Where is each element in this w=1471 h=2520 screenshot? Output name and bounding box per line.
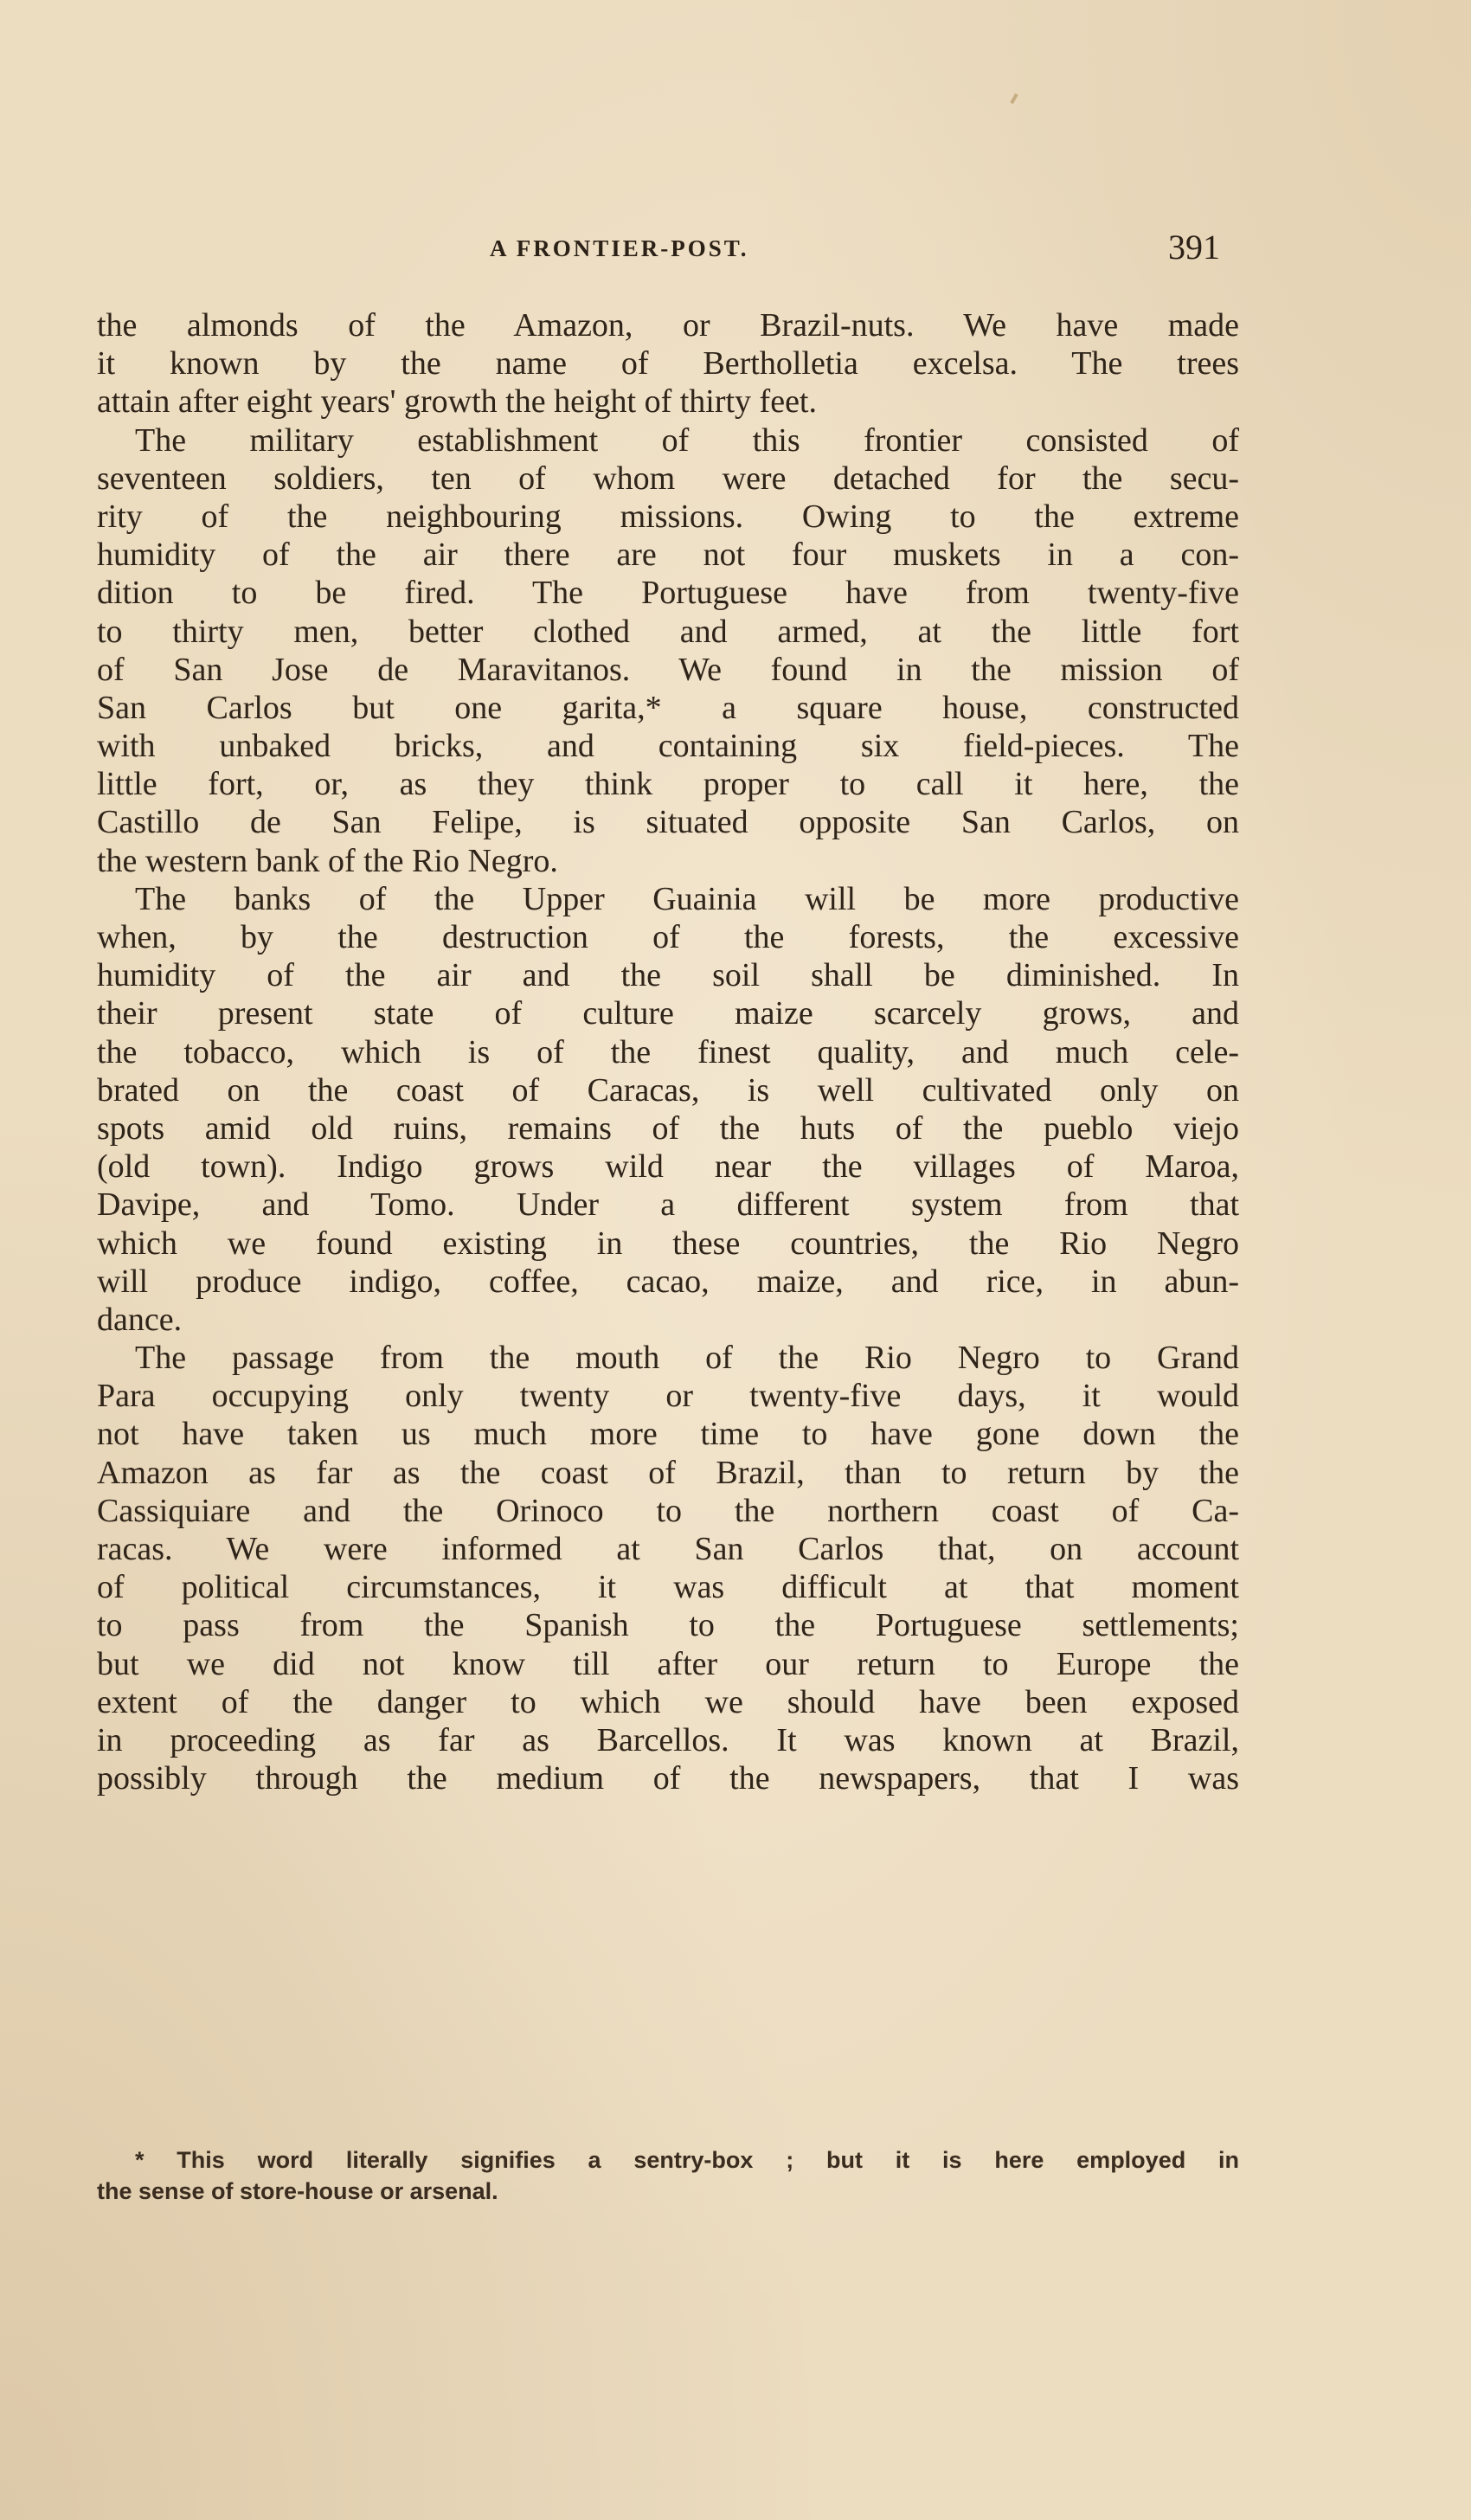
text-line: little fort, or, as they think proper to call it here, the [97, 766, 1239, 803]
text-line: will produce indigo, coffee, cacao, maize, and rice, in abun- [97, 1263, 1239, 1300]
text-line: of San Jose de Maravitanos. We found in the mission of [97, 651, 1239, 688]
text-line: possibly through the medium of the newspapers, that I was [97, 1760, 1239, 1797]
text-line: brated on the coast of Caracas, is well cultivated only on [97, 1071, 1239, 1109]
text-line: The passage from the mouth of the Rio Negro to Grand [135, 1340, 1239, 1377]
text-line: the tobacco, which is of the finest quality, and much cele- [97, 1033, 1239, 1070]
text-line: which we found existing in these countries, the Rio Negro [97, 1225, 1239, 1262]
text-line: seventeen soldiers, ten of whom were detached for the secu- [97, 460, 1239, 497]
text-line: the western bank of the Rio Negro. [97, 842, 558, 879]
text-line: their present state of culture maize scarcely grows, and [97, 995, 1239, 1032]
text-line: (old town). Indigo grows wild near the villages of Maroa, [97, 1148, 1239, 1186]
text-line: it known by the name of Bertholletia excelsa. The trees [97, 345, 1239, 382]
text-line: Castillo de San Felipe, is situated opposite San Carlos, on [97, 804, 1239, 841]
text-line: the almonds of the Amazon, or Brazil-nuts. We have made [97, 307, 1239, 344]
text-line: of political circumstances, it was difficult at that moment [97, 1569, 1239, 1606]
text-line: attain after eight years' growth the height of thirty feet. [97, 383, 817, 421]
text-line: extent of the danger to which we should have been exposed [97, 1683, 1239, 1720]
body-text [97, 306, 1239, 1797]
text-line: humidity of the air and the soil shall be diminished. In [97, 957, 1239, 994]
text-line: The banks of the Upper Guainia will be more productive [135, 880, 1239, 917]
text-line: when, by the destruction of the forests, the excessive [97, 919, 1239, 955]
footnote-line: * This word literally signifies a sentry-box ; but it is here employed in [135, 2147, 1239, 2173]
text-line: Cassiquiare and the Orinoco to the northern coast of Ca- [97, 1492, 1239, 1529]
text-line: to pass from the Spanish to the Portuguese settlements; [97, 1607, 1239, 1644]
text-line: rity of the neighbouring missions. Owing to the extreme [97, 498, 1239, 535]
text-line: Amazon as far as the coast of Brazil, than to return by the [97, 1454, 1239, 1491]
text-line: The military establishment of this frontier consisted of [135, 421, 1239, 459]
text-line: Davipe, and Tomo. Under a different system from that [97, 1186, 1239, 1224]
text-line: dance. [97, 1301, 183, 1338]
text-line: humidity of the air there are not four muskets in a con- [97, 537, 1239, 574]
chapter-running-title: A FRONTIER-POST. [490, 235, 749, 261]
text-line: with unbaked bricks, and containing six field-pieces. The [97, 728, 1239, 765]
text-line: in proceeding as far as Barcellos. It was known at Brazil, [97, 1721, 1239, 1758]
paper-speck [1010, 93, 1018, 104]
text-line: not have taken us much more time to have gone down the [97, 1416, 1239, 1453]
text-line: Para occupying only twenty or twenty-five days, it would [97, 1378, 1239, 1415]
footnote-line: the sense of store-house or arsenal. [97, 2178, 498, 2204]
page-number: 391 [1168, 228, 1220, 267]
footnote [97, 2144, 1239, 2207]
text-line: spots amid old ruins, remains of the huts of the pueblo viejo [97, 1109, 1239, 1147]
text-line: dition to be fired. The Portuguese have from twenty-five [97, 575, 1239, 612]
text-line: San Carlos but one garita,* a square house, constructed [97, 689, 1239, 726]
text-line: racas. We were informed at San Carlos that, on account [97, 1531, 1239, 1567]
running-head [0, 227, 1471, 279]
text-line: but we did not know till after our return to Europe the [97, 1645, 1239, 1682]
text-line: to thirty men, better clothed and armed, at the little fort [97, 613, 1239, 650]
